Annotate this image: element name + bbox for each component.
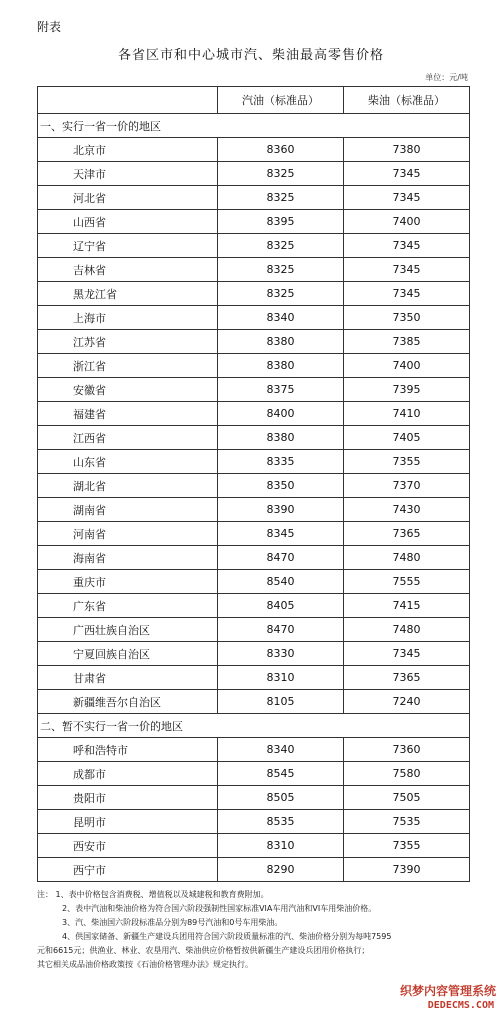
diesel-price-cell: 7535 <box>344 810 470 834</box>
gasoline-price-cell: 8330 <box>218 642 344 666</box>
table-row <box>38 162 470 186</box>
diesel-price-cell: 7480 <box>344 618 470 642</box>
table-row <box>38 306 470 330</box>
table-row <box>38 546 470 570</box>
note-line: 4、供国家储备、新疆生产建设兵团用符合国六阶段质量标准的汽、柴油价格分别为每吨7595 <box>62 932 392 941</box>
header-region <box>38 87 218 114</box>
table-row <box>38 378 470 402</box>
region-name-cell: 上海市 <box>38 306 218 330</box>
price-table <box>37 86 470 882</box>
note-line: 2、表中汽油和柴油价格为符合国六阶段强制性国家标准VIA车用汽油和VI车用柴油价格。 <box>62 904 377 913</box>
notes-block <box>37 888 467 972</box>
table-row <box>38 354 470 378</box>
price-table-body <box>38 87 470 882</box>
table-row <box>38 594 470 618</box>
table-row <box>38 210 470 234</box>
table-row <box>38 498 470 522</box>
diesel-price-cell: 7405 <box>344 426 470 450</box>
table-row <box>38 138 470 162</box>
diesel-price-cell: 7480 <box>344 546 470 570</box>
diesel-price-cell: 7370 <box>344 474 470 498</box>
region-name-cell: 成都市 <box>38 762 218 786</box>
diesel-price-cell: 7365 <box>344 522 470 546</box>
table-row <box>38 450 470 474</box>
diesel-price-cell: 7415 <box>344 594 470 618</box>
gasoline-price-cell: 8105 <box>218 690 344 714</box>
section-title: 一、实行一省一价的地区 <box>38 114 470 138</box>
unit-label: 单位：元/吨 <box>425 73 468 82</box>
header-diesel: 柴油（标准品） <box>344 87 470 114</box>
region-name-cell: 江西省 <box>38 426 218 450</box>
table-row <box>38 666 470 690</box>
region-name-cell: 河北省 <box>38 186 218 210</box>
gasoline-price-cell: 8395 <box>218 210 344 234</box>
watermark-logo <box>380 982 498 1018</box>
gasoline-price-cell: 8390 <box>218 498 344 522</box>
diesel-price-cell: 7240 <box>344 690 470 714</box>
region-name-cell: 甘肃省 <box>38 666 218 690</box>
gasoline-price-cell: 8310 <box>218 666 344 690</box>
table-header-row <box>38 87 470 114</box>
gasoline-price-cell: 8360 <box>218 138 344 162</box>
table-row <box>38 786 470 810</box>
table-row <box>38 690 470 714</box>
gasoline-price-cell: 8535 <box>218 810 344 834</box>
table-row <box>38 570 470 594</box>
region-name-cell: 新疆维吾尔自治区 <box>38 690 218 714</box>
region-name-cell: 北京市 <box>38 138 218 162</box>
table-row <box>38 738 470 762</box>
region-name-cell: 黑龙江省 <box>38 282 218 306</box>
table-row <box>38 282 470 306</box>
gasoline-price-cell: 8375 <box>218 378 344 402</box>
note-line: 3、汽、柴油国六阶段标准品分别为89号汽油和0号车用柴油。 <box>62 918 283 927</box>
region-name-cell: 吉林省 <box>38 258 218 282</box>
gasoline-price-cell: 8325 <box>218 186 344 210</box>
table-row <box>38 426 470 450</box>
table-row <box>38 810 470 834</box>
table-row <box>38 642 470 666</box>
region-name-cell: 宁夏回族自治区 <box>38 642 218 666</box>
diesel-price-cell: 7345 <box>344 258 470 282</box>
gasoline-price-cell: 8340 <box>218 306 344 330</box>
diesel-price-cell: 7365 <box>344 666 470 690</box>
gasoline-price-cell: 8325 <box>218 234 344 258</box>
gasoline-price-cell: 8405 <box>218 594 344 618</box>
table-row <box>38 618 470 642</box>
gasoline-price-cell: 8325 <box>218 258 344 282</box>
gasoline-price-cell: 8335 <box>218 450 344 474</box>
region-name-cell: 湖南省 <box>38 498 218 522</box>
region-name-cell: 广西壮族自治区 <box>38 618 218 642</box>
region-name-cell: 安徽省 <box>38 378 218 402</box>
region-name-cell: 海南省 <box>38 546 218 570</box>
gasoline-price-cell: 8325 <box>218 162 344 186</box>
diesel-price-cell: 7400 <box>344 354 470 378</box>
region-name-cell: 呼和浩特市 <box>38 738 218 762</box>
region-name-cell: 山东省 <box>38 450 218 474</box>
section-row <box>38 114 470 138</box>
diesel-price-cell: 7355 <box>344 450 470 474</box>
table-row <box>38 474 470 498</box>
diesel-price-cell: 7505 <box>344 786 470 810</box>
region-name-cell: 福建省 <box>38 402 218 426</box>
gasoline-price-cell: 8345 <box>218 522 344 546</box>
region-name-cell: 浙江省 <box>38 354 218 378</box>
region-name-cell: 西安市 <box>38 834 218 858</box>
region-name-cell: 天津市 <box>38 162 218 186</box>
gasoline-price-cell: 8350 <box>218 474 344 498</box>
gasoline-price-cell: 8380 <box>218 426 344 450</box>
region-name-cell: 湖北省 <box>38 474 218 498</box>
diesel-price-cell: 7355 <box>344 834 470 858</box>
table-row <box>38 402 470 426</box>
diesel-price-cell: 7430 <box>344 498 470 522</box>
table-row <box>38 258 470 282</box>
gasoline-price-cell: 8325 <box>218 282 344 306</box>
gasoline-price-cell: 8545 <box>218 762 344 786</box>
note-line: 注： 1、表中价格包含消费税、增值税以及城建税和教育费附加。 <box>37 890 269 899</box>
diesel-price-cell: 7360 <box>344 738 470 762</box>
gasoline-price-cell: 8540 <box>218 570 344 594</box>
gasoline-price-cell: 8340 <box>218 738 344 762</box>
table-row <box>38 234 470 258</box>
section-row <box>38 714 470 738</box>
table-row <box>38 522 470 546</box>
diesel-price-cell: 7410 <box>344 402 470 426</box>
table-row <box>38 858 470 882</box>
gasoline-price-cell: 8380 <box>218 354 344 378</box>
watermark-main-text: 织梦内容管理系统 <box>399 984 496 998</box>
diesel-price-cell: 7380 <box>344 138 470 162</box>
diesel-price-cell: 7400 <box>344 210 470 234</box>
gasoline-price-cell: 8380 <box>218 330 344 354</box>
region-name-cell: 山西省 <box>38 210 218 234</box>
diesel-price-cell: 7395 <box>344 378 470 402</box>
gasoline-price-cell: 8310 <box>218 834 344 858</box>
diesel-price-cell: 7385 <box>344 330 470 354</box>
table-row <box>38 834 470 858</box>
table-row <box>38 330 470 354</box>
region-name-cell: 重庆市 <box>38 570 218 594</box>
gasoline-price-cell: 8290 <box>218 858 344 882</box>
diesel-price-cell: 7555 <box>344 570 470 594</box>
appendix-label: 附表 <box>37 20 62 34</box>
section-title: 二、暂不实行一省一价的地区 <box>38 714 470 738</box>
region-name-cell: 昆明市 <box>38 810 218 834</box>
header-gasoline: 汽油（标准品） <box>218 87 344 114</box>
diesel-price-cell: 7350 <box>344 306 470 330</box>
region-name-cell: 江苏省 <box>38 330 218 354</box>
watermark-sub-text: DEDECMS.COM <box>427 1000 494 1011</box>
diesel-price-cell: 7580 <box>344 762 470 786</box>
diesel-price-cell: 7345 <box>344 642 470 666</box>
diesel-price-cell: 7345 <box>344 234 470 258</box>
diesel-price-cell: 7390 <box>344 858 470 882</box>
gasoline-price-cell: 8470 <box>218 618 344 642</box>
region-name-cell: 西宁市 <box>38 858 218 882</box>
diesel-price-cell: 7345 <box>344 162 470 186</box>
note-line: 元和6615元；供渔业、林业、农垦用汽、柴油供应价格暂按供新疆生产建设兵团用价格执行； <box>37 946 370 955</box>
table-row <box>38 186 470 210</box>
region-name-cell: 辽宁省 <box>38 234 218 258</box>
diesel-price-cell: 7345 <box>344 186 470 210</box>
gasoline-price-cell: 8400 <box>218 402 344 426</box>
gasoline-price-cell: 8470 <box>218 546 344 570</box>
gasoline-price-cell: 8505 <box>218 786 344 810</box>
region-name-cell: 广东省 <box>38 594 218 618</box>
document-title: 各省区市和中心城市汽、柴油最高零售价格 <box>117 48 384 63</box>
region-name-cell: 河南省 <box>38 522 218 546</box>
table-row <box>38 762 470 786</box>
note-line: 其它相关成品油价格政策按《石油价格管理办法》规定执行。 <box>37 960 253 969</box>
region-name-cell: 贵阳市 <box>38 786 218 810</box>
diesel-price-cell: 7345 <box>344 282 470 306</box>
